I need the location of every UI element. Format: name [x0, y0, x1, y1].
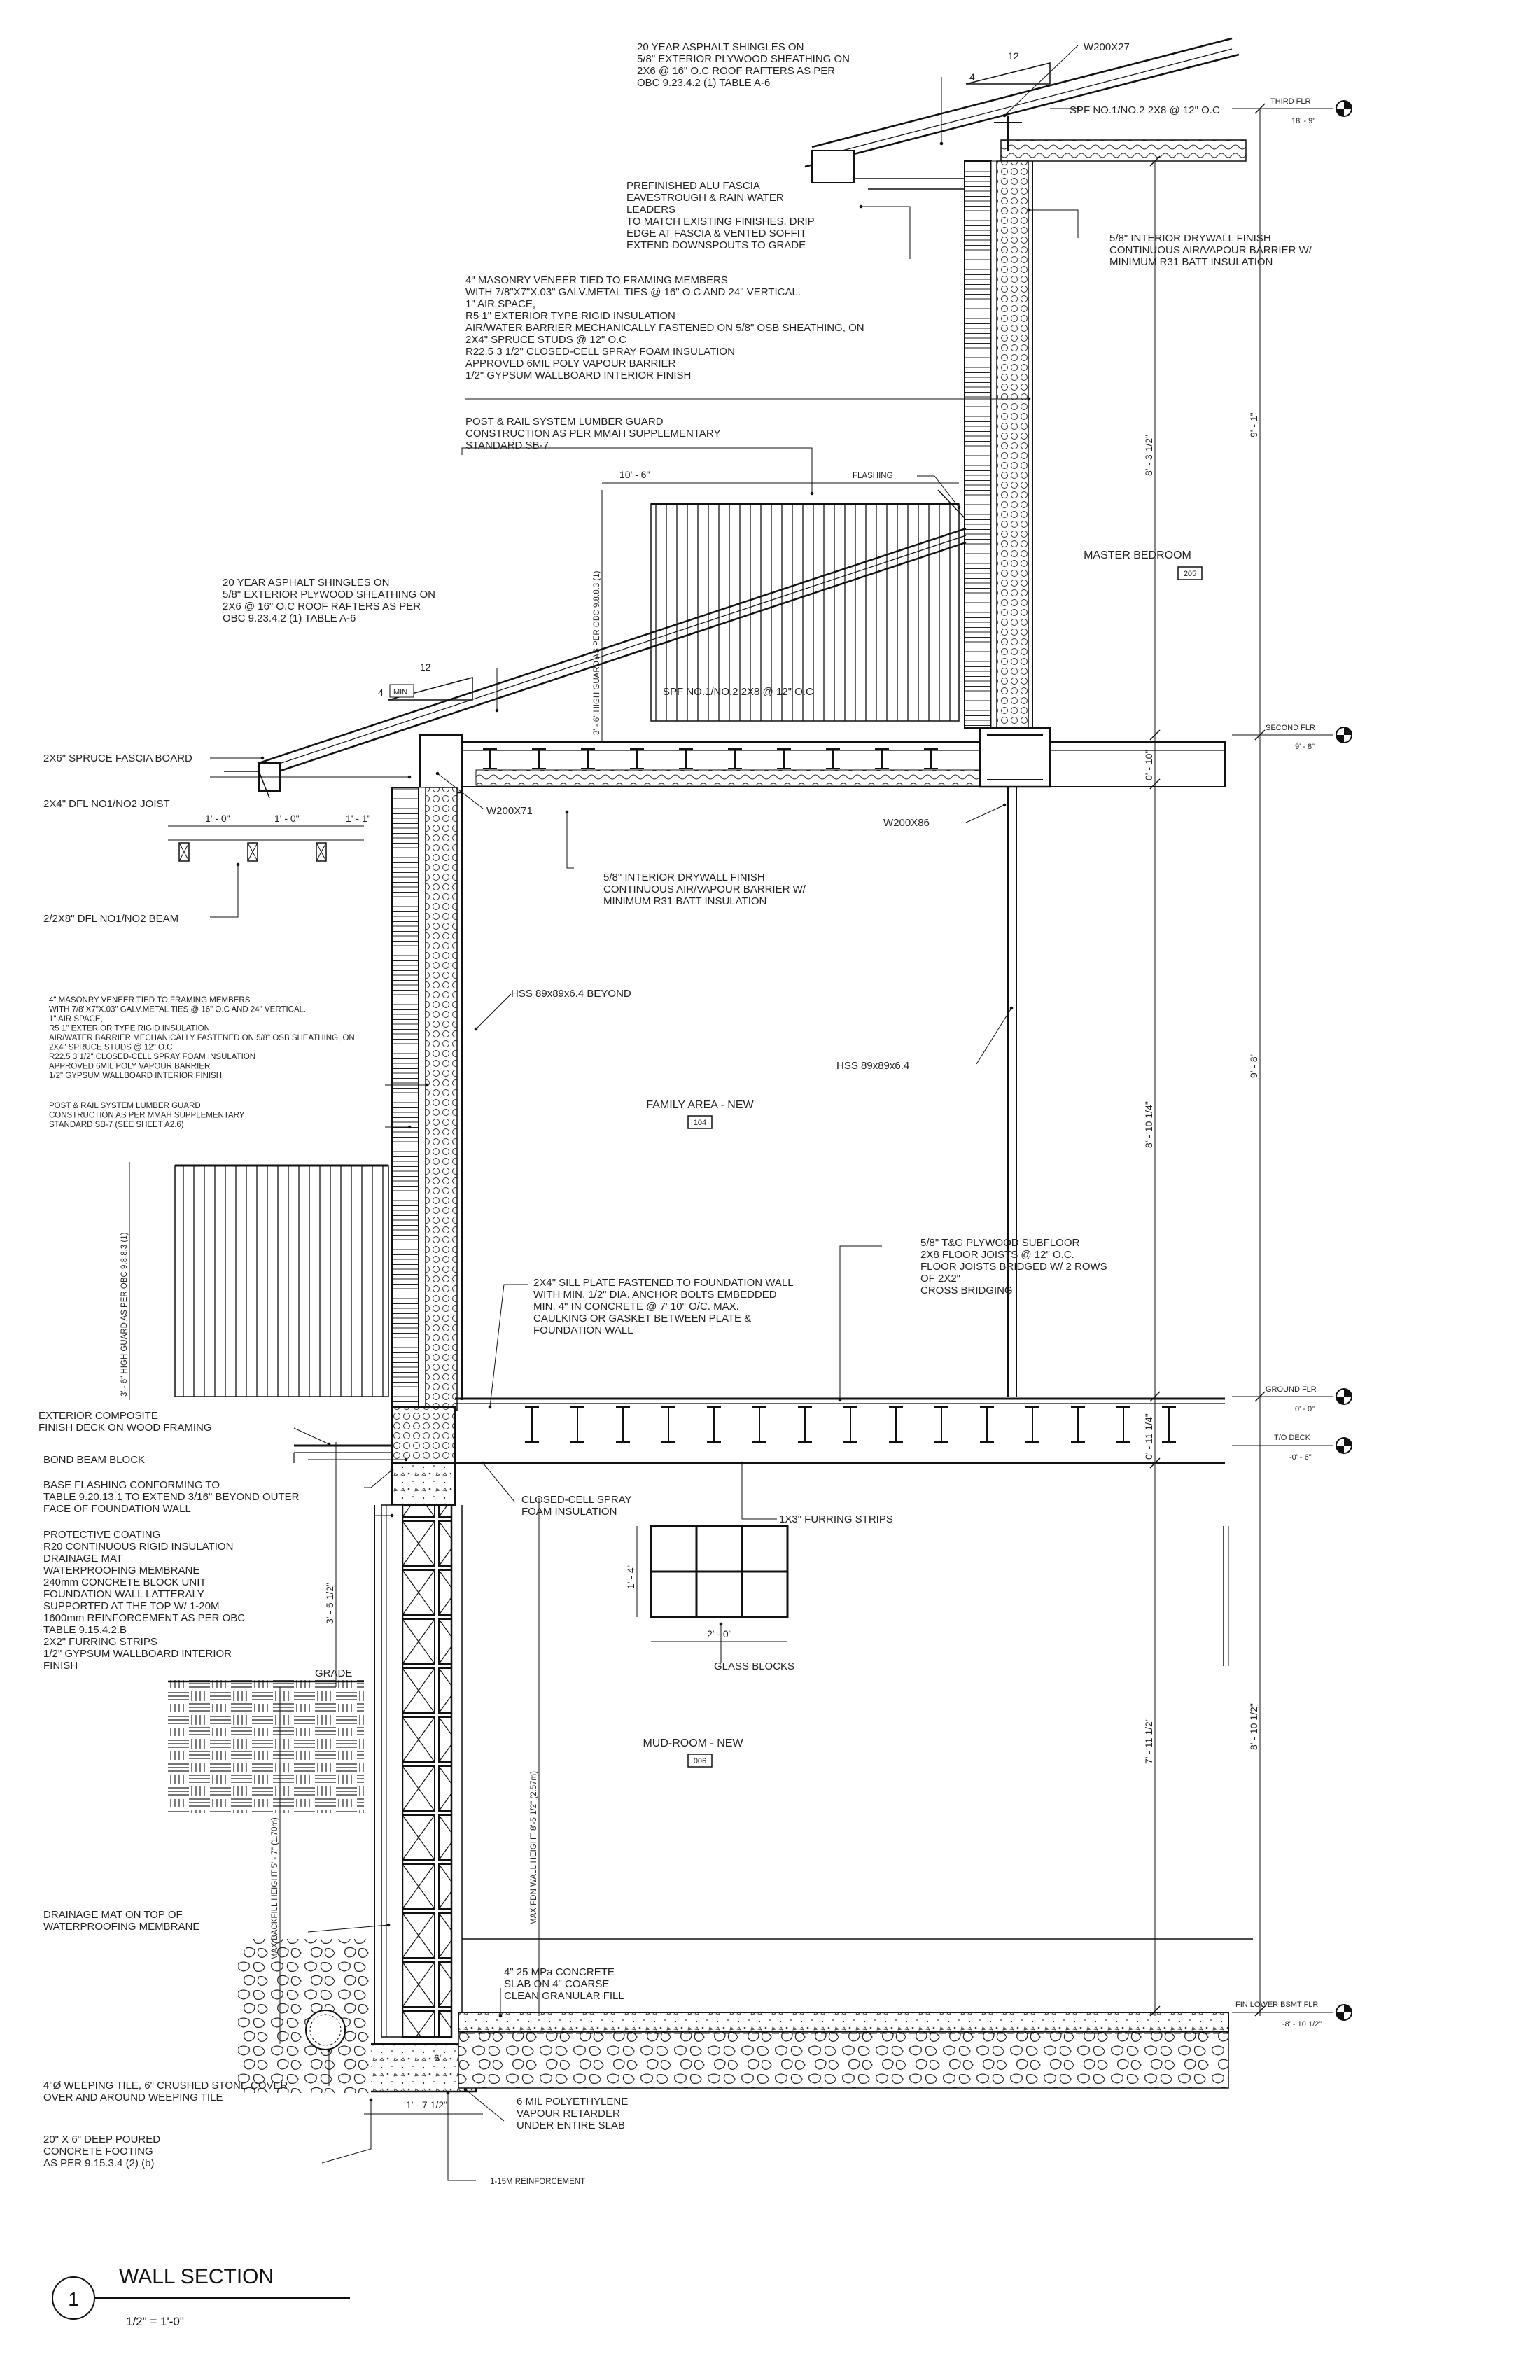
- slope-lower-run: 12: [420, 662, 431, 673]
- room-name-mud-room: MUD-ROOM - NEW: [643, 1737, 743, 1749]
- note-hss: HSS 89x89x6.4: [836, 1060, 910, 1072]
- note-fascia-upper-line: TO MATCH EXISTING FINISHES. DRIP: [626, 216, 815, 227]
- roof-slope-upper: [966, 50, 1050, 84]
- dim-floor-depth-1: 0' - 11 1/4": [1143, 1413, 1154, 1460]
- dim-backfill-height: MAX BACKFILL HEIGHT 5' - 7" (1.70m): [271, 1817, 279, 1960]
- note-foundation-line: FINISH: [43, 1660, 78, 1672]
- level-marker-basement: [1336, 2005, 1352, 2020]
- note-glass-blocks: GLASS BLOCKS: [714, 1660, 795, 1672]
- dim-footing-w: 1' - 7 1/2": [406, 2099, 448, 2110]
- note-footing: [43, 2134, 160, 2169]
- note-dfl-beam: 2/2X8" DFL NO1/NO2 BEAM: [43, 913, 179, 925]
- level-marker-third: [1336, 101, 1352, 116]
- joist-ground-7: [798, 1407, 812, 1442]
- note-poly-line: VAPOUR RETARDER: [517, 2108, 620, 2120]
- note-drywall-main-line: MINIMUM R31 BATT INSULATION: [603, 895, 767, 907]
- dim-floor-depth-2: 0' - 10": [1143, 750, 1154, 780]
- note-hss-beyond: HSS 89x89x6.4 BEYOND: [511, 988, 631, 1000]
- joist-ground-1: [525, 1407, 539, 1442]
- note-foundation-line: FOUNDATION WALL LATTERALY: [43, 1588, 204, 1600]
- note-guard-lower-line: CONSTRUCTION AS PER MMAH SUPPLEMENTARY: [49, 1111, 245, 1120]
- slope-lower-min: MIN: [393, 688, 408, 696]
- lower-guard: [175, 1166, 388, 1396]
- note-foundation-line: 2X2" FURRING STRIPS: [43, 1636, 158, 1648]
- note-drainage-mat-line: WATERPROOFING MEMBRANE: [43, 1921, 200, 1933]
- note-foundation-line: SUPPORTED AT THE TOP W/ 1-20M: [43, 1600, 220, 1612]
- note-lower-roof-line: 5/8" EXTERIOR PLYWOOD SHEATHING ON: [223, 589, 435, 601]
- note-fascia-upper-line: LEADERS: [626, 204, 676, 216]
- level-name-basement: FIN LOWER BSMT FLR: [1236, 2001, 1319, 2009]
- second-floor-assembly: [420, 728, 1225, 792]
- note-foundation-line: DRAINAGE MAT: [43, 1553, 123, 1564]
- basement-slab: [458, 1939, 1253, 2088]
- note-upper-roof-line: 20 YEAR ASPHALT SHINGLES ON: [637, 41, 804, 53]
- level-marker-deck: [1336, 1438, 1352, 1453]
- note-subfloor-line: FLOOR JOISTS BRIDGED W/ 2 ROWS: [920, 1261, 1107, 1273]
- note-poly-line: 6 MIL POLYETHYLENE: [517, 2096, 629, 2108]
- room-tag-master-bedroom: 205: [1183, 570, 1197, 578]
- note-slab-line: SLAB ON 4" COARSE: [504, 1978, 610, 1990]
- note-drainage-mat-line: DRAINAGE MAT ON TOP OF: [43, 1909, 183, 1921]
- detail-number: 1: [68, 2288, 79, 2310]
- note-drywall-upper-line: CONTINUOUS AIR/VAPOUR BARRIER W/: [1110, 244, 1312, 256]
- level-marker-ground: [1336, 1389, 1352, 1404]
- note-drywall-main: [603, 872, 806, 907]
- note-spray-foam-line: CLOSED-CELL SPRAY: [522, 1494, 632, 1506]
- level-marker-second: [1336, 727, 1352, 743]
- annotation-notes: [38, 41, 1312, 2186]
- note-footing-line: CONCRETE FOOTING: [43, 2146, 153, 2157]
- note-fascia-upper-line: EDGE AT FASCIA & VENTED SOFFIT: [626, 227, 806, 239]
- note-deck-line: EXTERIOR COMPOSITE: [38, 1410, 158, 1422]
- level-name-ground: GROUND FLR: [1266, 1385, 1317, 1394]
- slope-upper-run: 12: [1008, 50, 1019, 62]
- level-elev-ground: 0' - 0": [1295, 1405, 1315, 1413]
- note-masonry-upper-line: 4" MASONRY VENEER TIED TO FRAMING MEMBERS: [465, 274, 728, 286]
- note-masonry-lower-line: 4" MASONRY VENEER TIED TO FRAMING MEMBERS: [49, 996, 251, 1004]
- note-slab-line: 4" 25 MPa CONCRETE: [504, 1966, 615, 1978]
- slope-upper-rise: 4: [969, 71, 975, 83]
- note-foundation: [43, 1529, 245, 1672]
- note-guard-upper-line: CONSTRUCTION AS PER MMAH SUPPLEMENTARY: [465, 428, 721, 440]
- note-upper-beam: W200X27: [1084, 41, 1130, 53]
- note-flashing: FLASHING: [853, 472, 893, 480]
- joist-ground-12: [1026, 1407, 1040, 1442]
- note-fascia-upper-line: EXTEND DOWNSPOUTS TO GRADE: [626, 239, 806, 251]
- joist-ground-13: [1071, 1407, 1085, 1442]
- sheet-title: WALL SECTION: [119, 2265, 274, 2288]
- note-masonry-upper-line: 1/2" GYPSUM WALLBOARD INTERIOR FINISH: [465, 370, 692, 382]
- joist-ground-4: [662, 1407, 676, 1442]
- note-upper-roof-line: OBC 9.23.4.2 (1) TABLE A-6: [637, 77, 771, 89]
- joist-ground-6: [752, 1407, 766, 1442]
- note-base-flashing-line: BASE FLASHING CONFORMING TO: [43, 1479, 220, 1491]
- note-guard-upper-line: POST & RAIL SYSTEM LUMBER GUARD: [465, 416, 664, 428]
- note-foundation-line: PROTECTIVE COATING: [43, 1529, 161, 1541]
- note-bond-beam: BOND BEAM BLOCK: [43, 1454, 146, 1466]
- note-subfloor-line: 5/8" T&G PLYWOOD SUBFLOOR: [920, 1237, 1080, 1249]
- joist-ground-8: [844, 1407, 858, 1442]
- note-masonry-lower-line: AIR/WATER BARRIER MECHANICALLY FASTENED ON 5/8" OSB SHEATHING, ON: [49, 1034, 355, 1042]
- note-reinforcement: 1-15M REINFORCEMENT: [490, 2178, 586, 2186]
- note-deck: [38, 1410, 212, 1434]
- note-beam-w71: W200X71: [486, 805, 533, 817]
- dim-upper-wall: 8' - 3 1/2": [1143, 434, 1154, 476]
- level-markers: [1336, 101, 1352, 2020]
- note-upper-roof: [637, 41, 850, 89]
- note-sill-plate-line: FOUNDATION WALL: [533, 1324, 634, 1336]
- dim-max-fdn-height: MAX FDN WALL HEIGHT 8'-5 1/2" (2.57m): [530, 1771, 538, 1925]
- sheet-scale: 1/2" = 1'-0": [126, 2315, 184, 2328]
- note-subfloor-line: OF 2X2": [920, 1273, 961, 1284]
- note-third-joists: SPF NO.1/NO.2 2X8 @ 12" O.C: [1070, 104, 1220, 116]
- level-elev-second: 9' - 8": [1295, 743, 1315, 751]
- note-subfloor-line: 2X8 FLOOR JOISTS @ 12" O.C.: [920, 1249, 1074, 1261]
- joist-ground-2: [570, 1407, 584, 1442]
- dim-joist-spacing-2: 1' - 0": [274, 813, 300, 824]
- glass-blocks: [651, 1526, 788, 1617]
- note-masonry-upper-line: WITH 7/8"X7"X.03" GALV.METAL TIES @ 16" O.C AND 24" VERTICAL.: [465, 286, 801, 298]
- joist-ground-9: [889, 1407, 903, 1442]
- note-footing-line: 20" X 6" DEEP POURED: [43, 2134, 161, 2146]
- level-elev-deck: -0' - 6": [1289, 1453, 1312, 1462]
- roof-slope-lower: [378, 662, 472, 700]
- level-elev-third: 18' - 9": [1292, 117, 1316, 125]
- dim-main-wall: 8' - 10 1/4": [1143, 1101, 1154, 1148]
- note-subfloor-line: CROSS BRIDGING: [920, 1284, 1013, 1296]
- joist-ground-15: [1162, 1407, 1176, 1442]
- joist-ground-5: [707, 1407, 721, 1442]
- dim-guard-lower: 3' - 6" HIGH GUARD AS PER OBC 9.8.8.3 (1): [120, 1232, 129, 1396]
- note-slab: [504, 1966, 624, 2002]
- note-masonry-lower: [49, 996, 355, 1080]
- note-guard-lower-line: STANDARD SB-7 (SEE SHEET A2.6): [49, 1121, 184, 1129]
- note-guard-lower-line: POST & RAIL SYSTEM LUMBER GUARD: [49, 1102, 201, 1110]
- note-masonry-lower-line: R5 1" EXTERIOR TYPE RIGID INSULATION: [49, 1024, 210, 1033]
- note-fascia-upper-line: PREFINISHED ALU FASCIA: [626, 180, 760, 192]
- joist-ground-10: [934, 1407, 948, 1442]
- note-masonry-lower-line: 1/2" GYPSUM WALLBOARD INTERIOR FINISH: [49, 1072, 223, 1080]
- note-dfl-joist: 2X4" DFL NO1/NO2 JOIST: [43, 798, 170, 810]
- note-masonry-lower-line: R22.5 3 1/2" CLOSED-CELL SPRAY FOAM INSULATION: [49, 1053, 256, 1061]
- note-masonry-upper-line: R22.5 3 1/2" CLOSED-CELL SPRAY FOAM INSULATION: [465, 346, 735, 358]
- note-masonry-upper-line: AIR/WATER BARRIER MECHANICALLY FASTENED ON 5/8" OSB SHEATHING, ON: [465, 322, 864, 334]
- note-subfloor: [920, 1237, 1107, 1296]
- note-drywall-main-line: 5/8" INTERIOR DRYWALL FINISH: [603, 872, 765, 883]
- note-guard-upper: [465, 416, 721, 451]
- dim-above-grade: 3' - 5 1/2": [324, 1582, 335, 1624]
- slope-lower-rise: 4: [378, 687, 384, 698]
- note-lower-roof-line: 2X6 @ 16" O.C ROOF RAFTERS AS PER: [223, 601, 421, 612]
- note-grade: GRADE: [315, 1667, 353, 1679]
- lower-roof-joist-detail: [168, 840, 364, 861]
- level-name-third: THIRD FLR: [1270, 97, 1311, 106]
- room-name-master-bedroom: MASTER BEDROOM: [1084, 550, 1191, 561]
- note-lower-roof: [223, 577, 435, 624]
- note-base-flashing: [43, 1479, 300, 1515]
- note-masonry-lower-line: WITH 7/8"X7"X.03" GALV.METAL TIES @ 16" O.C AND 24" VERTICAL.: [49, 1005, 307, 1014]
- note-guard-lower: [49, 1102, 245, 1129]
- note-foundation-line: WATERPROOFING MEMBRANE: [43, 1564, 200, 1576]
- note-furring: 1X3" FURRING STRIPS: [779, 1513, 893, 1525]
- note-drywall-upper-line: 5/8" INTERIOR DRYWALL FINISH: [1110, 232, 1271, 244]
- note-drainage-mat: [43, 1909, 200, 1933]
- note-drywall-main-line: CONTINUOUS AIR/VAPOUR BARRIER W/: [603, 883, 806, 895]
- note-upper-roof-line: 5/8" EXTERIOR PLYWOOD SHEATHING ON: [637, 53, 850, 65]
- dim-footing-offset: 6": [434, 2052, 443, 2064]
- dim-main-overall: 9' - 8": [1248, 1053, 1259, 1078]
- note-fascia-upper-line: EAVESTROUGH & RAIN WATER: [626, 192, 784, 204]
- note-fascia-board: 2X6" SPRUCE FASCIA BOARD: [43, 752, 192, 764]
- note-sill-plate-line: 2X4" SILL PLATE FASTENED TO FOUNDATION WALL: [533, 1277, 794, 1289]
- dim-guard-upper-run: 10' - 6": [620, 469, 650, 480]
- level-lines: [1232, 108, 1334, 2012]
- note-masonry-upper-line: 2X4" SPRUCE STUDS @ 12" O.C: [465, 334, 627, 346]
- note-deck-line: FINISH DECK ON WOOD FRAMING: [38, 1422, 212, 1434]
- note-masonry-lower-line: 2X4" SPRUCE STUDS @ 12" O.C: [49, 1043, 173, 1052]
- note-weeping-tile-line: 4"Ø WEEPING TILE, 6" CRUSHED STONE COVER: [43, 2080, 288, 2092]
- room-tag-mud-room: 006: [693, 1757, 707, 1765]
- note-poly: [517, 2096, 628, 2132]
- note-drywall-upper: [1110, 232, 1312, 268]
- dimension-labels: [1143, 412, 1259, 1764]
- note-beam-w86: W200X86: [883, 817, 930, 829]
- note-slab-line: CLEAN GRANULAR FILL: [504, 1990, 624, 2002]
- note-sill-plate: [533, 1277, 794, 1336]
- note-foundation-line: TABLE 9.15.4.2.B: [43, 1624, 127, 1636]
- note-foundation-line: 1600mm REINFORCEMENT AS PER OBC: [43, 1612, 246, 1624]
- dim-guard-upper: 3' - 6" HIGH GUARD AS PER OBC 9.8.8.3 (1): [593, 570, 601, 735]
- ground-floor-joists: [525, 1407, 1176, 1442]
- note-masonry-upper-line: 1" AIR SPACE,: [465, 298, 536, 310]
- note-upper-roof-line: 2X6 @ 16" O.C ROOF RAFTERS AS PER: [637, 65, 836, 77]
- note-fascia-upper: [626, 180, 815, 251]
- level-name-second: SECOND FLR: [1266, 724, 1315, 732]
- note-foundation-line: 240mm CONCRETE BLOCK UNIT: [43, 1576, 206, 1588]
- note-guard-upper-line: STANDARD SB-7: [465, 440, 549, 451]
- room-name-family-area: FAMILY AREA - NEW: [646, 1099, 754, 1111]
- note-second-joists: SPF NO.1/NO.2 2X8 @ 12" O.C: [663, 686, 813, 698]
- note-base-flashing-line: FACE OF FOUNDATION WALL: [43, 1503, 191, 1515]
- note-foundation-line: R20 CONTINUOUS RIGID INSULATION: [43, 1541, 234, 1553]
- note-masonry-lower-line: APPROVED 6MIL POLY VAPOUR BARRIER: [49, 1062, 211, 1071]
- note-sill-plate-line: WITH MIN. 1/2" DIA. ANCHOR BOLTS EMBEDDED: [533, 1289, 777, 1301]
- note-foundation-line: 1/2" GYPSUM WALLBOARD INTERIOR: [43, 1648, 232, 1660]
- dim-bsmt-overall: 8' - 10 1/2": [1248, 1703, 1259, 1750]
- note-weeping-tile-line: OVER AND AROUND WEEPING TILE: [43, 2092, 223, 2104]
- dim-bsmt-wall: 7' - 11 1/2": [1143, 1718, 1154, 1764]
- note-footing-line: AS PER 9.15.3.4 (2) (b): [43, 2157, 155, 2169]
- dim-joist-spacing-1: 1' - 0": [205, 813, 230, 824]
- note-spray-foam: [522, 1494, 632, 1518]
- note-base-flashing-line: TABLE 9.20.13.1 TO EXTEND 3/16" BEYOND OUTER: [43, 1491, 300, 1503]
- level-elev-basement: -8' - 10 1/2": [1282, 2020, 1322, 2029]
- note-lower-roof-line: OBC 9.23.4.2 (1) TABLE A-6: [223, 612, 356, 624]
- note-lower-roof-line: 20 YEAR ASPHALT SHINGLES ON: [223, 577, 390, 589]
- title-block: [52, 2265, 350, 2328]
- note-masonry-upper: [465, 274, 864, 382]
- note-sill-plate-line: CAULKING OR GASKET BETWEEN PLATE &: [533, 1312, 752, 1324]
- joist-ground-14: [1116, 1407, 1130, 1442]
- note-spray-foam-line: FOAM INSULATION: [522, 1506, 617, 1518]
- note-masonry-upper-line: APPROVED 6MIL POLY VAPOUR BARRIER: [465, 358, 676, 370]
- backfill: [168, 1680, 371, 2093]
- dim-upper-overall: 9' - 1": [1248, 412, 1259, 438]
- foundation: [364, 1407, 476, 2092]
- dim-glass-block-h: 1' - 4": [625, 1564, 636, 1589]
- joist-ground-11: [980, 1407, 994, 1442]
- dim-glass-block-w: 2' - 0": [707, 1628, 732, 1639]
- room-tag-family-area: 104: [693, 1119, 707, 1127]
- upper-wall: [965, 161, 1032, 728]
- note-masonry-upper-line: R5 1" EXTERIOR TYPE RIGID INSULATION: [465, 310, 676, 322]
- dim-joist-spacing-3: 1' - 1": [346, 813, 371, 824]
- note-masonry-lower-line: 1" AIR SPACE,: [49, 1015, 103, 1023]
- joist-ground-3: [616, 1407, 630, 1442]
- note-poly-line: UNDER ENTIRE SLAB: [517, 2120, 626, 2132]
- note-drywall-upper-line: MINIMUM R31 BATT INSULATION: [1110, 256, 1273, 268]
- level-name-deck: T/O DECK: [1274, 1434, 1310, 1442]
- note-sill-plate-line: MIN. 4" IN CONCRETE @ 7' 10" O/C. MAX.: [533, 1301, 739, 1312]
